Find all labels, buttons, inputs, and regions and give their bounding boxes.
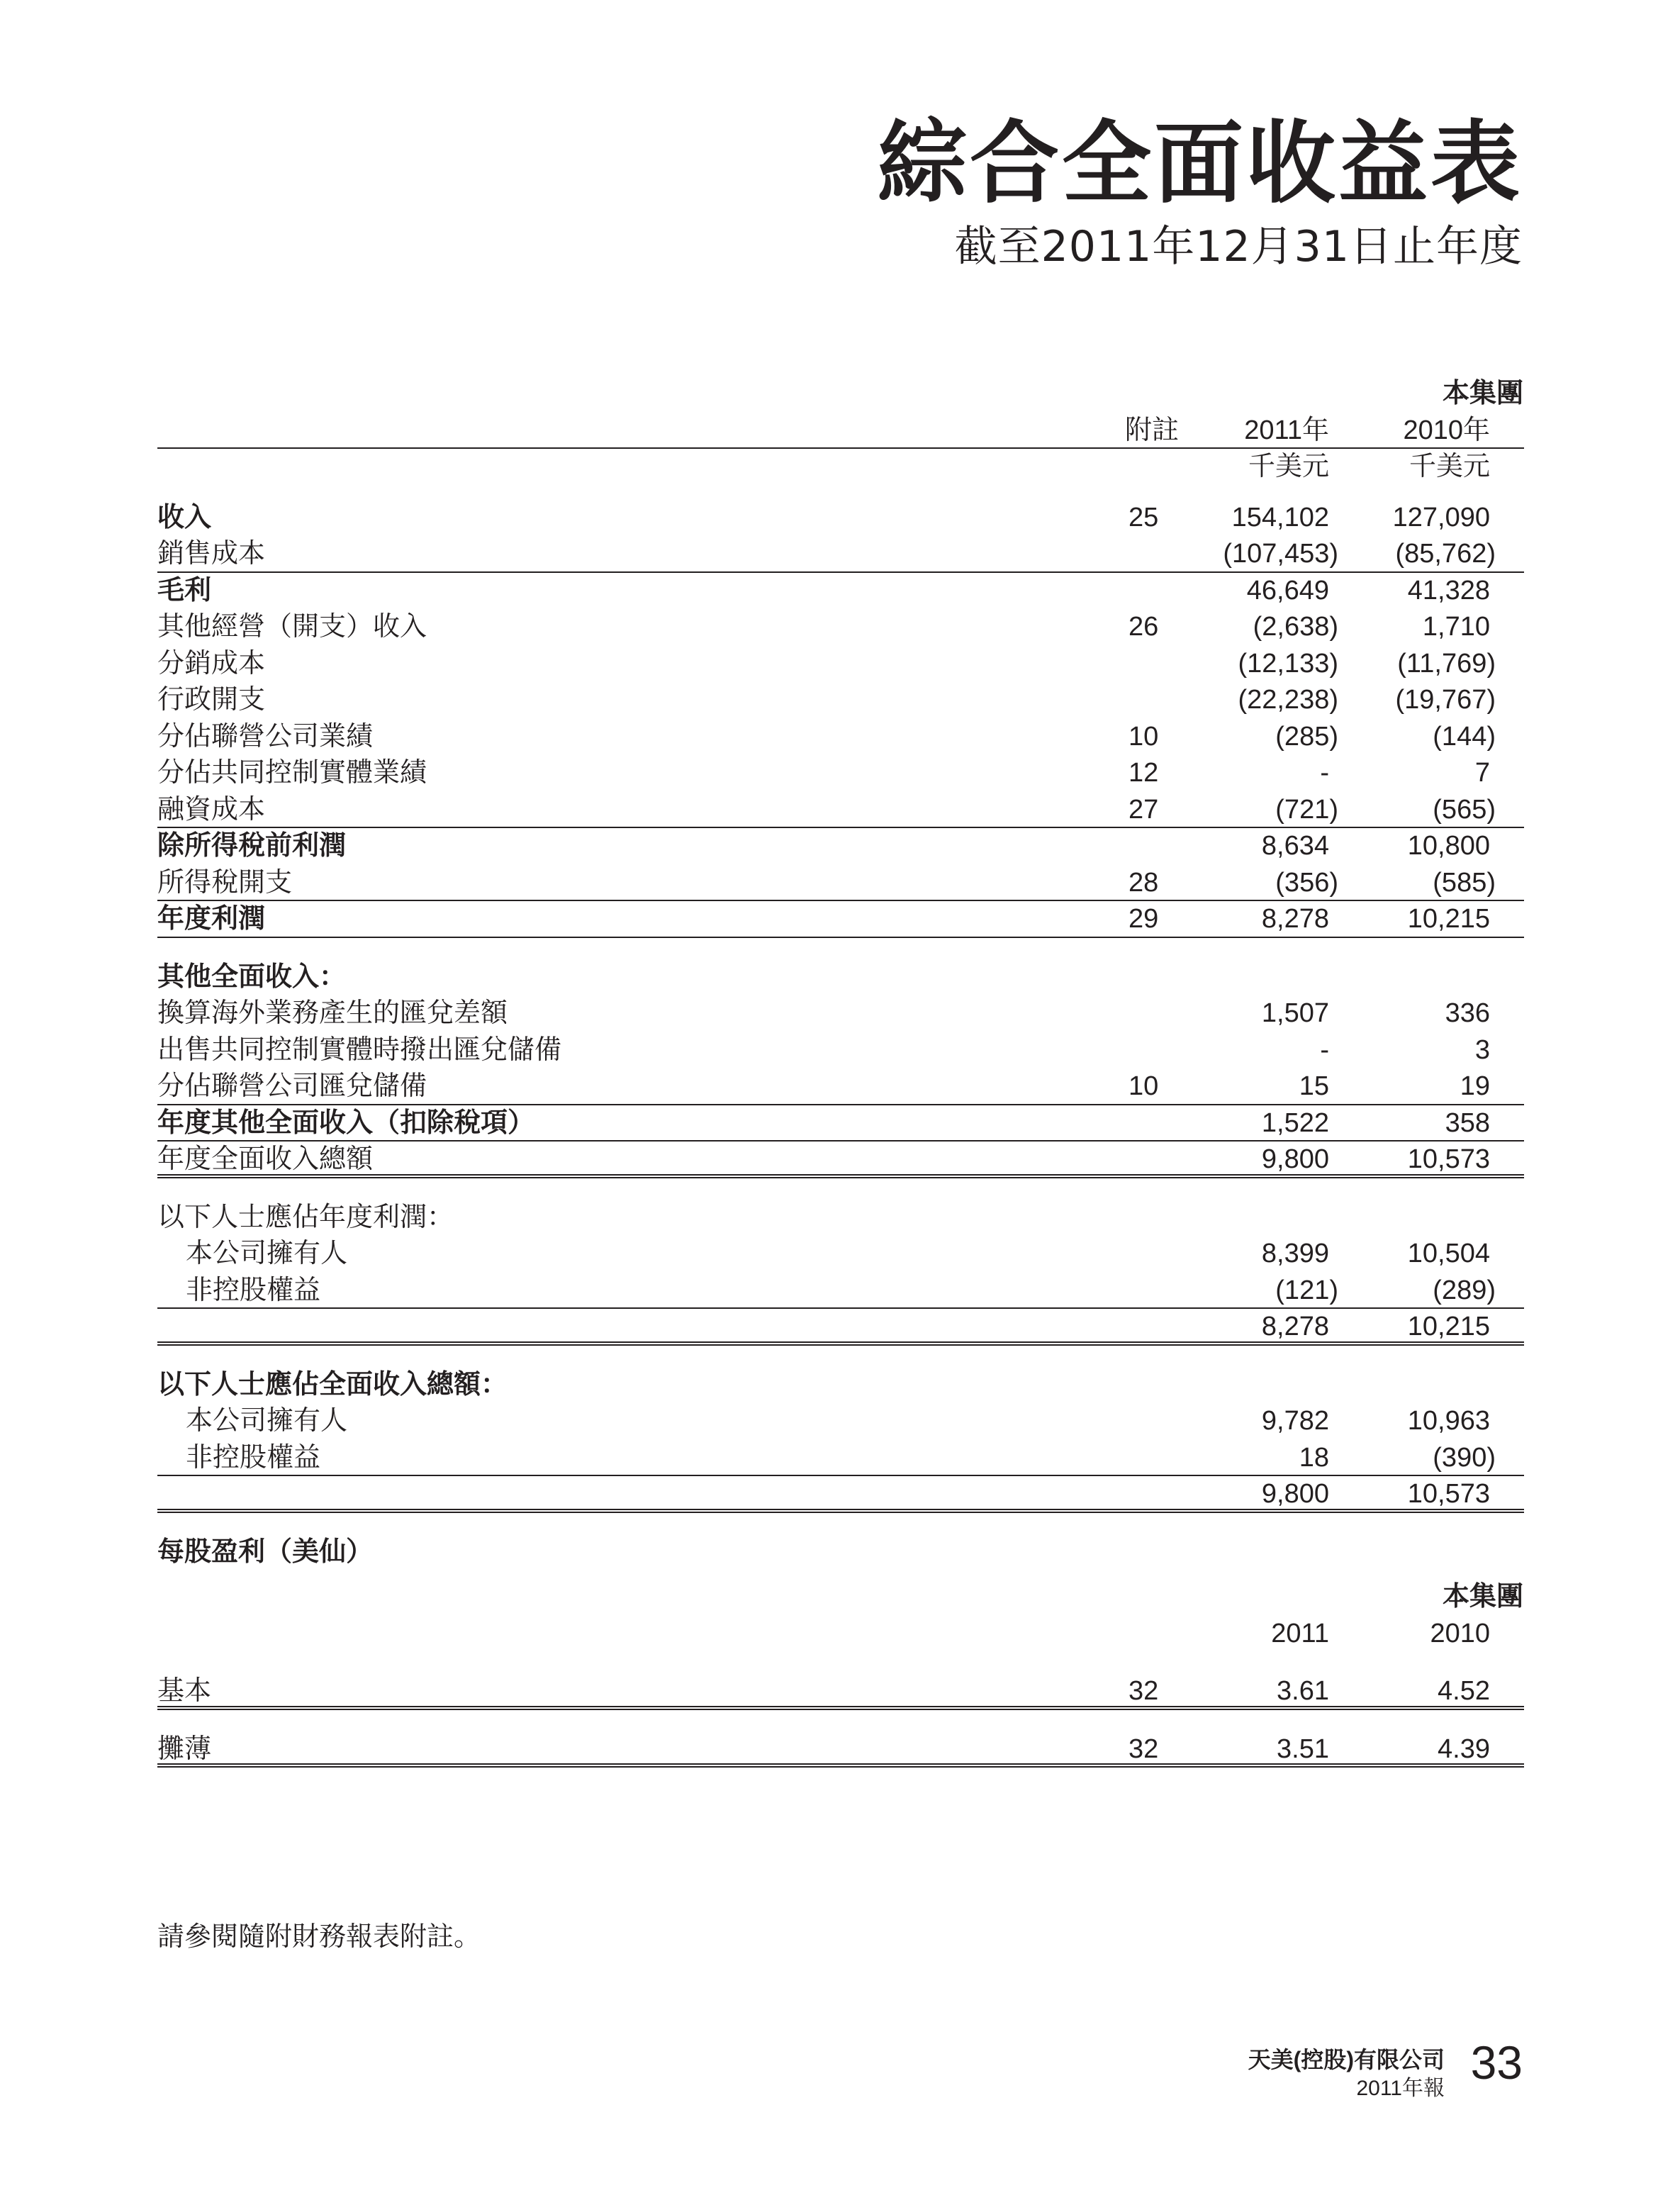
row-value-2011: - [1320, 1034, 1329, 1065]
total-2011: 9,800 [1261, 1479, 1329, 1509]
year-2010-header: 2010年 [1403, 415, 1490, 445]
note-header: 附註 [1125, 415, 1180, 445]
table-row-total [157, 1476, 1524, 1513]
eps-year-2011: 2011 [1271, 1618, 1329, 1648]
row-value-2010: (565) [1433, 794, 1496, 825]
table-row [157, 536, 1524, 573]
row-value-2011: (285) [1275, 721, 1338, 752]
row-value-2010: 4.52 [1438, 1676, 1490, 1706]
row-value-2010: 19 [1460, 1071, 1490, 1101]
row-value-2011: (356) [1275, 867, 1338, 898]
group-header: 本集團 [1442, 379, 1523, 408]
table-row [157, 1673, 1524, 1710]
table-row [157, 719, 1524, 756]
table-row [157, 573, 1524, 610]
row-value-2010: (19,767) [1395, 685, 1496, 715]
table-row [157, 1731, 1524, 1768]
row-label: 年度利潤 [157, 904, 266, 934]
table-row [157, 682, 1524, 719]
row-value-2010: 10,504 [1407, 1239, 1490, 1268]
unit-2010-header: 千美元 [1409, 452, 1490, 481]
row-value-2010: 10,573 [1407, 1144, 1490, 1174]
oci-heading: 其他全面收入： [157, 961, 347, 992]
table-row [157, 792, 1524, 829]
row-value-2011: 8,278 [1261, 904, 1329, 934]
table-row-total [157, 1309, 1524, 1346]
row-value-2010: (585) [1433, 867, 1496, 898]
page-subtitle: 截至2011年12月31日止年度 [954, 222, 1523, 272]
table-row [157, 828, 1524, 865]
row-value-2010: 3 [1474, 1034, 1490, 1065]
footnote: 請參閱隨附財務報表附註。 [157, 1922, 481, 1952]
row-value-2010: (11,769) [1397, 648, 1496, 679]
row-label: 分佔聯營公司匯兌儲備 [157, 1071, 427, 1101]
header-year-row [157, 413, 1524, 450]
row-label: 分佔共同控制實體業績 [157, 758, 427, 788]
row-value-2011: 8,399 [1261, 1239, 1329, 1268]
table-row [157, 1105, 1524, 1142]
row-label: 除所得稅前利潤 [157, 831, 347, 861]
row-label: 分銷成本 [157, 648, 266, 679]
row-value-2011: 18 [1299, 1442, 1329, 1473]
section-heading [157, 959, 1524, 996]
total-2010: 10,573 [1407, 1479, 1490, 1509]
row-value-2011: 15 [1299, 1071, 1329, 1101]
section-heading [157, 1200, 1524, 1237]
year-2011-header: 2011年 [1244, 415, 1329, 445]
table-row [157, 1440, 1524, 1477]
row-label: 非控股權益 [186, 1275, 321, 1305]
row-value-2010: 10,800 [1407, 831, 1490, 861]
row-label: 非控股權益 [186, 1442, 321, 1473]
row-value-2010: 4.39 [1438, 1734, 1490, 1764]
row-value-2011: 1,507 [1261, 998, 1329, 1028]
eps-year-2010: 2010 [1430, 1618, 1490, 1648]
row-note: 12 [1129, 758, 1159, 788]
row-value-2010: 10,963 [1407, 1406, 1490, 1436]
row-value-2011: 9,800 [1261, 1144, 1329, 1174]
row-note: 29 [1129, 904, 1159, 934]
row-label: 所得稅開支 [157, 867, 293, 898]
row-note: 32 [1129, 1676, 1159, 1706]
company-name: 天美(控股)有限公司 [1248, 2047, 1445, 2072]
row-value-2011: 154,102 [1231, 502, 1329, 532]
row-value-2011: (22,238) [1238, 685, 1338, 715]
eps-group-row [157, 1579, 1524, 1616]
row-label: 換算海外業務產生的匯兌差額 [157, 998, 508, 1028]
row-value-2011: (2,638) [1253, 612, 1338, 642]
row-note: 10 [1129, 1071, 1159, 1101]
row-value-2010: 336 [1445, 998, 1490, 1028]
row-label: 融資成本 [157, 794, 266, 825]
row-label: 銷售成本 [157, 539, 266, 569]
row-label: 年度全面收入總額 [157, 1144, 374, 1174]
tci-attr-heading: 以下人士應佔全面收入總額： [157, 1369, 508, 1400]
total-2011: 8,278 [1261, 1312, 1329, 1341]
row-value-2010: 127,090 [1392, 502, 1490, 532]
row-note: 25 [1129, 502, 1159, 532]
report-name: 2011年報 [1356, 2077, 1445, 2100]
row-value-2010: 41,328 [1407, 575, 1490, 605]
row-value-2011: 9,782 [1261, 1406, 1329, 1436]
page-title: 綜合全面收益表 [878, 111, 1523, 216]
row-value-2010: 358 [1445, 1107, 1490, 1138]
row-value-2011: (12,133) [1238, 648, 1338, 679]
row-value-2010: (289) [1433, 1275, 1496, 1305]
income-statement-table [157, 376, 1524, 1768]
section-heading [157, 1534, 1524, 1571]
table-row [157, 1403, 1524, 1440]
row-note: 27 [1129, 794, 1159, 825]
table-row [157, 1236, 1524, 1273]
table-row [157, 1068, 1524, 1105]
row-label: 其他經營（開支）收入 [157, 612, 427, 642]
row-note: 28 [1129, 867, 1159, 898]
row-value-2010: (85,762) [1395, 539, 1496, 569]
table-row [157, 865, 1524, 902]
row-value-2010: 1,710 [1422, 612, 1490, 642]
row-value-2011: - [1320, 758, 1329, 788]
row-value-2011: 46,649 [1246, 575, 1329, 605]
profit-attr-heading: 以下人士應佔年度利潤： [157, 1202, 454, 1232]
row-note: 26 [1129, 612, 1159, 642]
eps-group-header: 本集團 [1442, 1582, 1523, 1612]
row-label: 本公司擁有人 [186, 1406, 348, 1436]
row-label: 行政開支 [157, 685, 266, 715]
row-label: 收入 [157, 502, 212, 532]
page-number: 33 [1470, 2036, 1523, 2089]
table-row [157, 1273, 1524, 1310]
row-label: 分佔聯營公司業績 [157, 721, 374, 752]
row-value-2010: 10,215 [1407, 904, 1490, 934]
row-value-2011: 3.61 [1277, 1676, 1329, 1706]
row-label: 攤薄 [157, 1734, 212, 1764]
table-row [157, 755, 1524, 792]
row-note: 10 [1129, 721, 1159, 752]
row-value-2011: 3.51 [1277, 1734, 1329, 1764]
table-row [157, 901, 1524, 938]
header-unit-row [157, 449, 1524, 486]
table-row [157, 1032, 1524, 1069]
row-label: 年度其他全面收入（扣除稅項） [157, 1107, 535, 1138]
table-row [157, 995, 1524, 1032]
table-row [157, 609, 1524, 646]
unit-2011-header: 千美元 [1248, 452, 1329, 481]
row-value-2010: (390) [1433, 1442, 1496, 1473]
row-note: 32 [1129, 1734, 1159, 1764]
table-row [157, 646, 1524, 683]
row-value-2011: (107,453) [1223, 539, 1338, 569]
header-group-row [157, 376, 1524, 413]
row-label: 毛利 [157, 575, 212, 605]
row-value-2010: 7 [1474, 758, 1490, 788]
row-value-2011: 1,522 [1261, 1107, 1329, 1138]
table-row [157, 1142, 1524, 1178]
table-row [157, 500, 1524, 537]
row-value-2010: (144) [1433, 721, 1496, 752]
eps-heading: 每股盈利（美仙） [157, 1536, 374, 1567]
total-2010: 10,215 [1407, 1312, 1490, 1341]
eps-year-row [157, 1616, 1524, 1653]
row-label: 基本 [157, 1676, 212, 1706]
row-value-2011: 8,634 [1261, 831, 1329, 861]
row-label: 出售共同控制實體時撥出匯兌儲備 [157, 1034, 562, 1065]
row-value-2011: (721) [1275, 794, 1338, 825]
row-value-2011: (121) [1275, 1275, 1338, 1305]
row-label: 本公司擁有人 [186, 1239, 348, 1268]
section-heading [157, 1367, 1524, 1404]
